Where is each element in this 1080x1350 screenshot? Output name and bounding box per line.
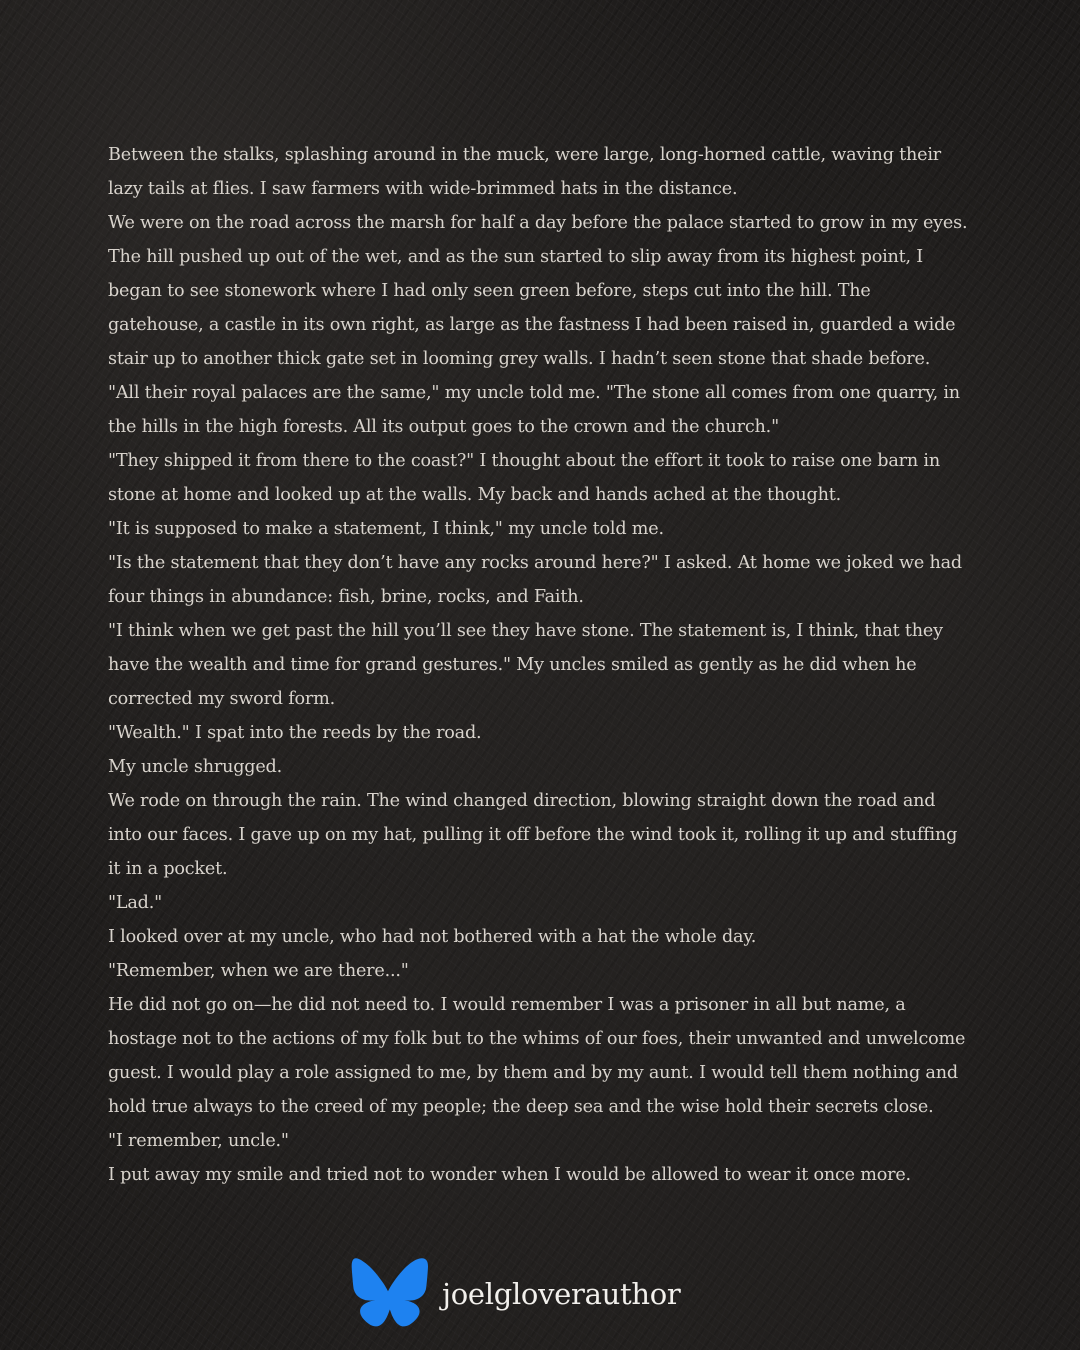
story-paragraph-12: I looked over at my uncle, who had not bothered with a hat the whole day. [108, 927, 757, 947]
story-paragraph-8: "Wealth." I spat into the reeds by the road. [108, 723, 482, 743]
story-paragraph-4: "They shipped it from there to the coast?" I thought about the effort it took to raise one barn in stone at home and looked up at the walls. My back and hands ached at the thought. [108, 451, 940, 505]
story-paragraph-7: "I think when we get past the hill you’ll see they have stone. The statement is, I think, that they have the wealth and time for grand gestures." My uncles smiled as gently as he did when he corrected my sword form. [108, 621, 943, 709]
story-paragraph-13: "Remember, when we are there..." [108, 961, 409, 981]
story-paragraph-9: My uncle shrugged. [108, 757, 282, 777]
story-paragraph-11: "Lad." [108, 893, 163, 913]
butterfly-icon [348, 1258, 428, 1330]
story-paragraph-1: Between the stalks, splashing around in the muck, were large, long-horned cattle, waving their lazy tails at flies. I saw farmers with wide-brimmed hats in the distance. [108, 145, 941, 199]
story-text [108, 138, 970, 1192]
story-paragraph-3: "All their royal palaces are the same," my uncle told me. "The stone all comes from one quarry, in the hills in the high forests. All its output goes to the crown and the church." [108, 383, 960, 437]
story-paragraph-14: He did not go on—he did not need to. I would remember I was a prisoner in all but name, a hostage not to the actions of my folk but to the whims of our foes, their unwanted and unwelcome guest. I would play a role assigned to me, by them and by my aunt. I would tell them nothing and hold true always to the creed of my people; the deep sea and the wise hold their secrets close. [108, 995, 966, 1117]
story-paragraph-15: "I remember, uncle." [108, 1131, 289, 1151]
story-paragraph-6: "Is the statement that they don’t have any rocks around here?" I asked. At home we joked we had four things in abundance: fish, brine, rocks, and Faith. [108, 553, 962, 607]
story-paragraph-5: "It is supposed to make a statement, I think," my uncle told me. [108, 519, 664, 539]
story-paragraph-16: I put away my smile and tried not to wonder when I would be allowed to wear it once more. [108, 1165, 911, 1185]
story-paragraph-10: We rode on through the rain. The wind changed direction, blowing straight down the road and into our faces. I gave up on my hat, pulling it off before the wind took it, rolling it up and stuffing it in a pocket. [108, 791, 958, 879]
author-brand [348, 1258, 680, 1330]
author-handle: joelgloverauthor [442, 1277, 681, 1311]
story-paragraph-2: We were on the road across the marsh for half a day before the palace started to grow in my eyes. The hill pushed up out of the wet, and as the sun started to slip away from its highest point, I began to see stonework where I had only seen green before, steps cut into the hill. The gatehouse, a castle in its own right, as large as the fastness I had been raised in, guarded a wide stair up to another thick gate set in looming grey walls. I hadn’t seen stone that shade before. [108, 213, 968, 369]
